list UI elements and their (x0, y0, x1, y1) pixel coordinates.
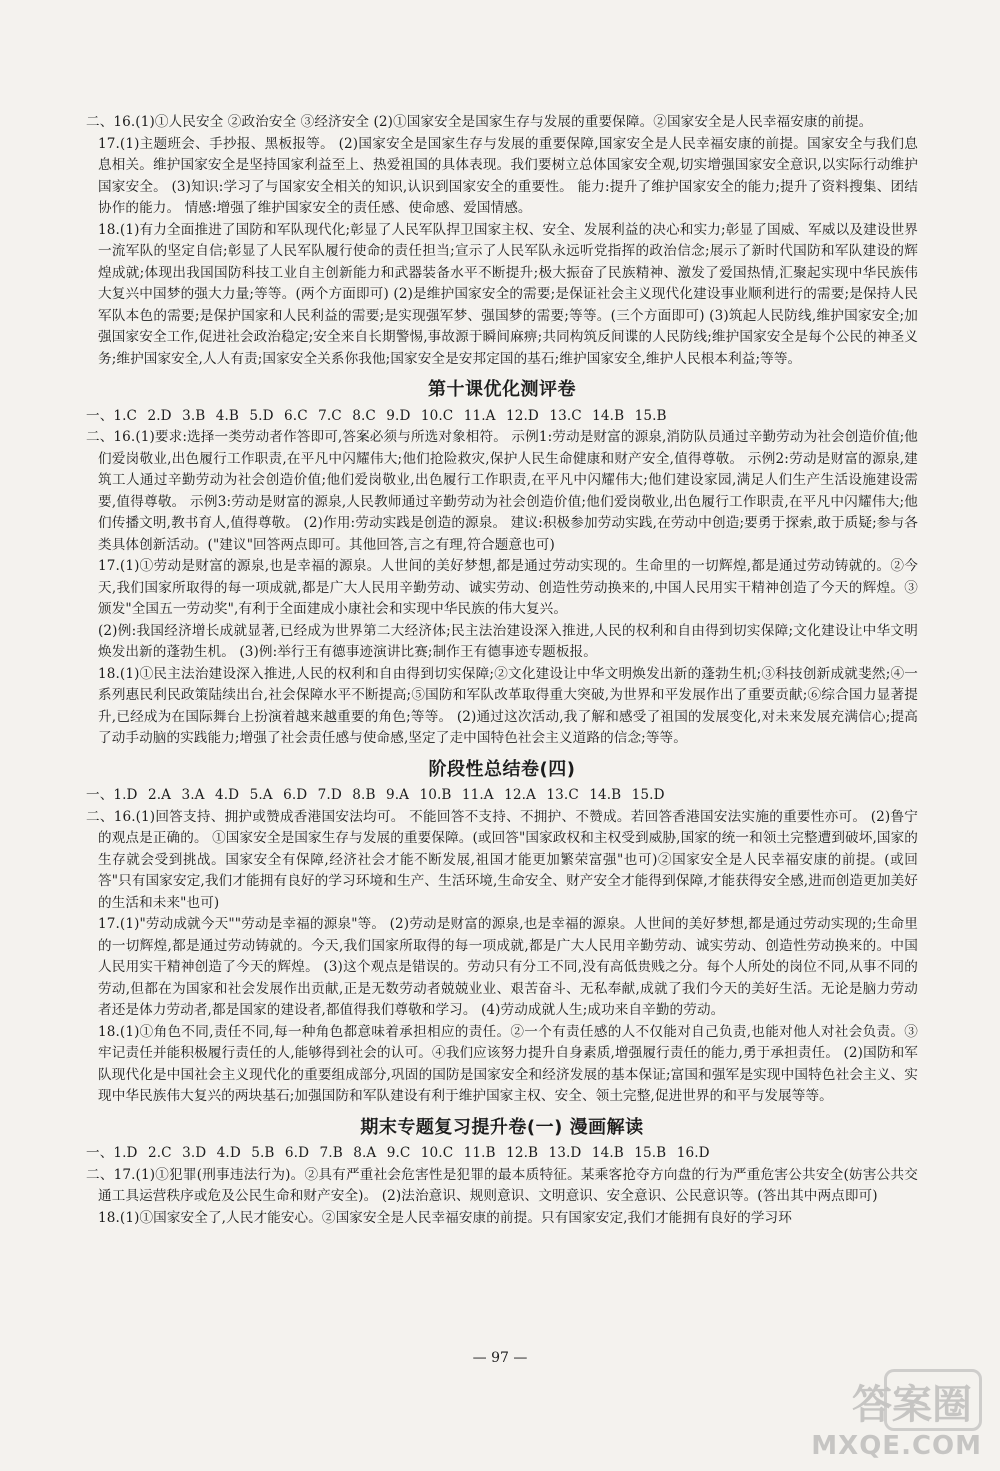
section-title-lesson10: 第十课优化测评卷 (428, 379, 576, 400)
page-number: — 97 — (472, 1350, 528, 1366)
answer-q16-block1: 二、16.(1)①人民安全 ②政治安全 ③经济安全 (2)①国家安全是国家生存与发展的重要保障。②国家安全是人民幸福安康的前提。 (86, 114, 873, 130)
answer-q17-block1: 17.(1)主题班会、手抄报、黑板报等。 (2)国家安全是国家生存与发展的重要保障,国家安全是人民幸福安康的前提。国家安全与我们息息相关。维护国家安全是坚持国家利益至上、热爱祖国的具体表现。我们要树立总体国家安全观,切实增强国家安全意识,以实际行动维护国家安全。 (3)知识:学习了与国家安全相关的知识,认识到国家安全的重要性。 能力:提升了维护国家安全的能力;提升了资料搜集、团结协作的能力。 情感:增强了维护国家安全的责任感、使命感、爱国情感。 (98, 135, 918, 216)
watermark-logo (772, 1369, 982, 1461)
mc-answers-final: 一、1.D 2.C 3.D 4.D 5.B 6.D 7.B 8.A 9.C 10.C 11.B 12.B 13.D 14.B 15.B 16.D (86, 1145, 710, 1161)
answer-q18-lesson10: 18.(1)①民主法治建设深入推进,人民的权利和自由得到切实保障;②文化建设让中华文明焕发出新的蓬勃生机;③科技创新成就斐然;④一系列惠民利民政策陆续出台,社会保障水平不断提高;⑤国防和军队改革取得重大突破,为世界和平发展作出了重要贡献;⑥综合国力显著提升,已经成为在国际舞台上扮演着越来越重要的角色;等等。 (2)通过这次活动,我了解和感受了祖国的发展变化,对未来发展充满信心;提高了动手动脑的实践能力;增强了社会责任感与使命感,坚定了走中国特色社会主义道路的信念;等等。 (98, 665, 918, 746)
answer-q17-lesson10: 17.(1)①劳动是财富的源泉,也是幸福的源泉。人世间的美好梦想,都是通过劳动实现的。生命里的一切辉煌,都是通过劳动铸就的。②今天,我们国家所取得的每一项成就,都是广大人民用辛勤劳动、诚实劳动、创造性劳动换来的,中国人民用实干精神创造了今天的辉煌。③颁发"全国五一劳动奖",有利于全面建成小康社会和实现中华民族的伟大复兴。 (98, 558, 918, 617)
section-title-final: 期末专题复习提升卷(一) 漫画解读 (360, 1116, 644, 1138)
mc-answers-lesson10: 一、1.C 2.D 3.B 4.B 5.D 6.C 7.C 8.C 9.D 10.C 11.A 12.D 13.C 14.B 15.B (86, 407, 667, 424)
answer-q16-lesson10: 二、16.(1)要求:选择一类劳动者作答即可,答案必须与所选对象相符。 示例1:劳动是财富的源泉,消防队员通过辛勤劳动为社会创造价值;他们爱岗敬业,出色履行工作职责,在平凡中闪耀伟大;他们抢险救灾,保护人民生命健康和财产安全,值得尊敬。 示例2:劳动是财富的源泉,建筑工人通过辛勤劳动为社会创造价值;他们爱岗敬业,出色履行工作职责,在平凡中闪耀伟大;他们建设家园,满足人们生产生活设施建设需要,值得尊敬。 示例3:劳动是财富的源泉,人民教师通过辛勤劳动为社会创造价值;他们爱岗敬业,出色履行工作职责,在平凡中闪耀伟大;他们传播文明,教书育人,值得尊敬。 (2)作用:劳动实践是创造的源泉。 建议:积极参加劳动实践,在劳动中创造;要勇于探索,敢于质疑;参与各类具体创新活动。("建议"回答两点即可。其他回答,言之有理,符合题意也可) (86, 429, 918, 553)
section-title-stage4: 阶段性总结卷(四) (428, 758, 576, 780)
mc-answers-stage4: 一、1.D 2.A 3.A 4.D 5.A 6.D 7.D 8.B 9.A 10.B 11.A 12.A 13.C 14.B 15.D (86, 787, 665, 803)
watermark-top-text: 答案圈 (852, 1382, 972, 1428)
answer-q17b-lesson10: (2)例:我国经济增长成就显著,已经成为世界第二大经济体;民主法治建设深入推进,人民的权利和自由得到切实保障;文化建设让中华文明焕发出新的蓬勃生机。 (3)例:举行王有德事迹演讲比赛;制作王有德事迹专题板报。 (98, 622, 918, 660)
answer-page-body (86, 112, 918, 1229)
watermark-bottom-text: MXQE.COM (811, 1431, 982, 1461)
answer-q17-stage4: 17.(1)"劳动成就今天""劳动是幸福的源泉"等。 (2)劳动是财富的源泉,也是幸福的源泉。人世间的美好梦想,都是通过劳动实现的;生命里的一切辉煌,都是通过劳动铸就的。今天,我们国家所取得的每一项成就,都是广大人民用辛勤劳动、诚实劳动、创造性劳动换来的。中国人民用实干精神创造了今天的辉煌。 (3)这个观点是错误的。劳动只有分工不同,没有高低贵贱之分。每个人所处的岗位不同,从事不同的劳动,但都在为国家和社会发展作出贡献,正是无数劳动者兢兢业业、艰苦奋斗、无私奉献,成就了我们今天的美好生活。无论是脑力劳动者还是体力劳动者,都是国家的建设者,都值得我们尊敬和学习。 (4)劳动成就人生;成功来自辛勤的劳动。 (98, 916, 918, 1018)
answer-q18-block1: 18.(1)有力全面推进了国防和军队现代化;彰显了人民军队捍卫国家主权、安全、发展利益的决心和实力;彰显了国威、军威以及建设世界一流军队的坚定自信;彰显了人民军队履行使命的责任担当;宣示了人民军队永远听党指挥的政治信念;展示了新时代国防和军队建设的辉煌成就;体现出我国国防科技工业自主创新能力和武器装备水平不断提升;极大振奋了民族精神、激发了爱国热情,汇聚起实现中华民族伟大复兴中国梦的强大力量;等等。(两个方面即可) (2)是维护国家安全的需要;是保证社会主义现代化建设事业顺利进行的需要;是保持人民军队本色的需要;是保护国家和人民利益的需要;是实现强军梦、强国梦的需要;等等。(三个方面即可) (3)筑起人民防线,维护国家安全;加强国家安全工作,促进社会政治稳定;安全来自长期警惕,事故源于瞬间麻痹;共同构筑反间谍的人民防线;维护国家安全是每个公民的神圣义务;维护国家安全,人人有责;国家安全关系你我他;国家安全是安邦定国的基石;维护国家安全,维护人民根本利益;等等。 (98, 221, 918, 367)
answer-q18-stage4: 18.(1)①角色不同,责任不同,每一种角色都意味着承担相应的责任。②一个有责任感的人不仅能对自己负责,也能对他人对社会负责。③牢记责任并能积极履行责任的人,能够得到社会的认可。④我们应该努力提升自身素质,增强履行责任的能力,勇于承担责任。 (2)国防和军队现代化是中国社会主义现代化的重要组成部分,巩固的国防是国家安全和经济发展的基本保证;富国和强军是实现中国特色社会主义、实现中华民族伟大复兴的两块基石;加强国防和军队建设有利于维护国家主权、安全、领土完整,促进世界的和平与发展等等。 (98, 1023, 918, 1104)
answer-q16-stage4: 二、16.(1)回答支持、拥护或赞成香港国安法均可。 不能回答不支持、不拥护、不赞成。若回答香港国安法实施的重要性亦可。 (2)鲁宁的观点是正确的。 ①国家安全是国家生存与发展的重要保障。(或回答"国家政权和主权受到威胁,国家的统一和领土完整遭到破坏,国家的生存就会受到挑战。国家安全有保障,经济社会才能不断发展,祖国才能更加繁荣富强"也可)②国家安全是人民幸福安康的前提。(或回答"只有国家安定,我们才能拥有良好的学习环境和生产、生活环境,生命安全、财产安全才能得到保障,才能获得安全感,进而创造更加美好的生活和未来"也可) (86, 808, 918, 911)
answer-q17-final: 二、17.(1)①犯罪(刑事违法行为)。②具有严重社会危害性是犯罪的最本质特征。某乘客抢夺方向盘的行为严重危害公共安全(妨害公共交通工具运营秩序或危及公民生命和财产安全)。 (2)法治意识、规则意识、文明意识、安全意识、公民意识等。(答出其中两点即可) (86, 1166, 918, 1204)
answer-q18-final: 18.(1)①国家安全了,人民才能安心。②国家安全是人民幸福安康的前提。只有国家安定,我们才能拥有良好的学习环 (98, 1209, 792, 1226)
